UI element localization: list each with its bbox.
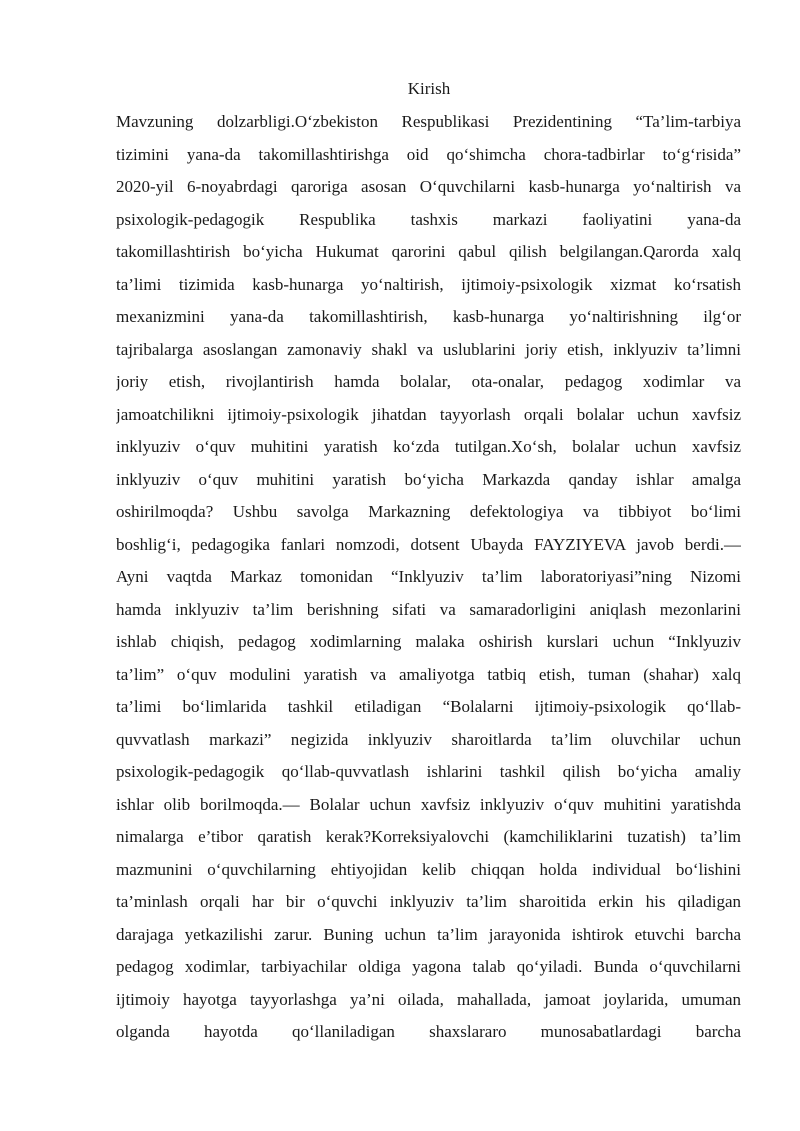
text-line: ta’limi bo‘limlarida tashkil etiladigan “Bolalarni ijtimoiy-psixologik qo‘llab-: [116, 697, 741, 716]
text-line: psixologik-pedagogik qo‘llab-quvvatlash ishlarini tashkil qilish bo‘yicha amaliy: [116, 762, 741, 781]
text-line: psixologik-pedagogik Respublika tashxis markazi faoliyatini yana-da: [116, 209, 741, 229]
text-line: pedagog xodimlar, tarbiyachilar oldiga yagona talab qo‘yiladi. Bunda o‘quvchilarni: [116, 957, 741, 976]
text-line: mexanizmini yana-da takomillashtirish, kasb-hunarga yo‘naltirishning ilg‘or: [116, 307, 741, 326]
text-line: hamda inklyuziv ta’lim berishning sifati va samaradorligini aniqlash mezonlarini: [116, 599, 741, 619]
text-line: quvvatlash markazi” negizida inklyuziv sharoitlarda ta’lim oluvchilar uchun: [116, 729, 741, 749]
text-line: joriy etish, rivojlantirish hamda bolalar, ota-onalar, pedagog xodimlar va: [116, 372, 741, 391]
text-line: oshirilmoqda? Ushbu savolga Markazning defektologiya va tibbiyot bo‘limi: [116, 502, 741, 521]
text-line: ishlab chiqish, pedagog xodimlarning malaka oshirish kurslari uchun “Inklyuziv: [116, 632, 741, 651]
text-line: ta’lim” o‘quv modulini yaratish va amaliyotga tatbiq etish, tuman (shahar) xalq: [116, 664, 741, 684]
text-line: ishlar olib borilmoqda.— Bolalar uchun xavfsiz inklyuziv o‘quv muhitini yaratishda: [116, 794, 741, 814]
text-line: nimalarga e’tibor qaratish kerak?Korreksiyalovchi (kamchiliklarini tuzatish) ta’lim: [116, 827, 741, 846]
text-line: takomillashtirish bo‘yicha Hukumat qarorini qabul qilish belgilangan.Qarorda xalq: [116, 242, 741, 261]
text-line: inklyuziv o‘quv muhitini yaratish bo‘yicha Markazda qanday ishlar amalga: [116, 469, 741, 489]
text-line: boshlig‘i, pedagogika fanlari nomzodi, dotsent Ubayda FAYZIYEVA javob berdi.—: [116, 534, 741, 554]
text-line: tajribalarga asoslangan zamonaviy shakl va uslublarini joriy etish, inklyuziv ta’limni: [116, 339, 741, 359]
text-line: ta’minlash orqali har bir o‘quvchi inklyuziv ta’lim sharoitida erkin his qiladigan: [116, 892, 741, 911]
page-title: Kirish: [407, 79, 451, 98]
text-line: ijtimoiy hayotga tayyorlashga ya’ni oilada, mahallada, jamoat joylarida, umuman: [116, 989, 741, 1009]
text-line: Mavzuning dolzarbligi.O‘zbekiston Respublikasi Prezidentining “Ta’lim-tarbiya: [116, 112, 741, 131]
text-line: jamoatchilikni ijtimoiy-psixologik jihatdan tayyorlash orqali bolalar uchun xavfsiz: [116, 404, 741, 424]
text-line: olganda hayotda qo‘llaniladigan shaxslararo munosabatlardagi barcha: [116, 1022, 741, 1041]
text-line: inklyuziv o‘quv muhitini yaratish ko‘zda tutilgan.Xo‘sh, bolalar uchun xavfsiz: [116, 437, 741, 456]
text-line: mazmunini o‘quvchilarning ehtiyojidan kelib chiqqan holda individual bo‘lishini: [116, 859, 741, 879]
text-line: darajaga yetkazilishi zarur. Buning uchun ta’lim jarayonida ishtirok etuvchi barcha: [116, 924, 741, 944]
body-text: [116, 106, 741, 1049]
text-line: Ayni vaqtda Markaz tomonidan “Inklyuziv ta’lim laboratoriyasi”ning Nizomi: [116, 567, 741, 586]
text-line: ta’limi tizimida kasb-hunarga yo‘naltirish, ijtimoiy-psixologik xizmat ko‘rsatish: [116, 274, 741, 294]
text-line: 2020-yil 6-noyabrdagi qaroriga asosan O‘quvchilarni kasb-hunarga yo‘naltirish va: [116, 177, 741, 196]
text-line: tizimini yana-da takomillashtirishga oid qo‘shimcha chora-tadbirlar to‘g‘risida”: [116, 144, 741, 164]
